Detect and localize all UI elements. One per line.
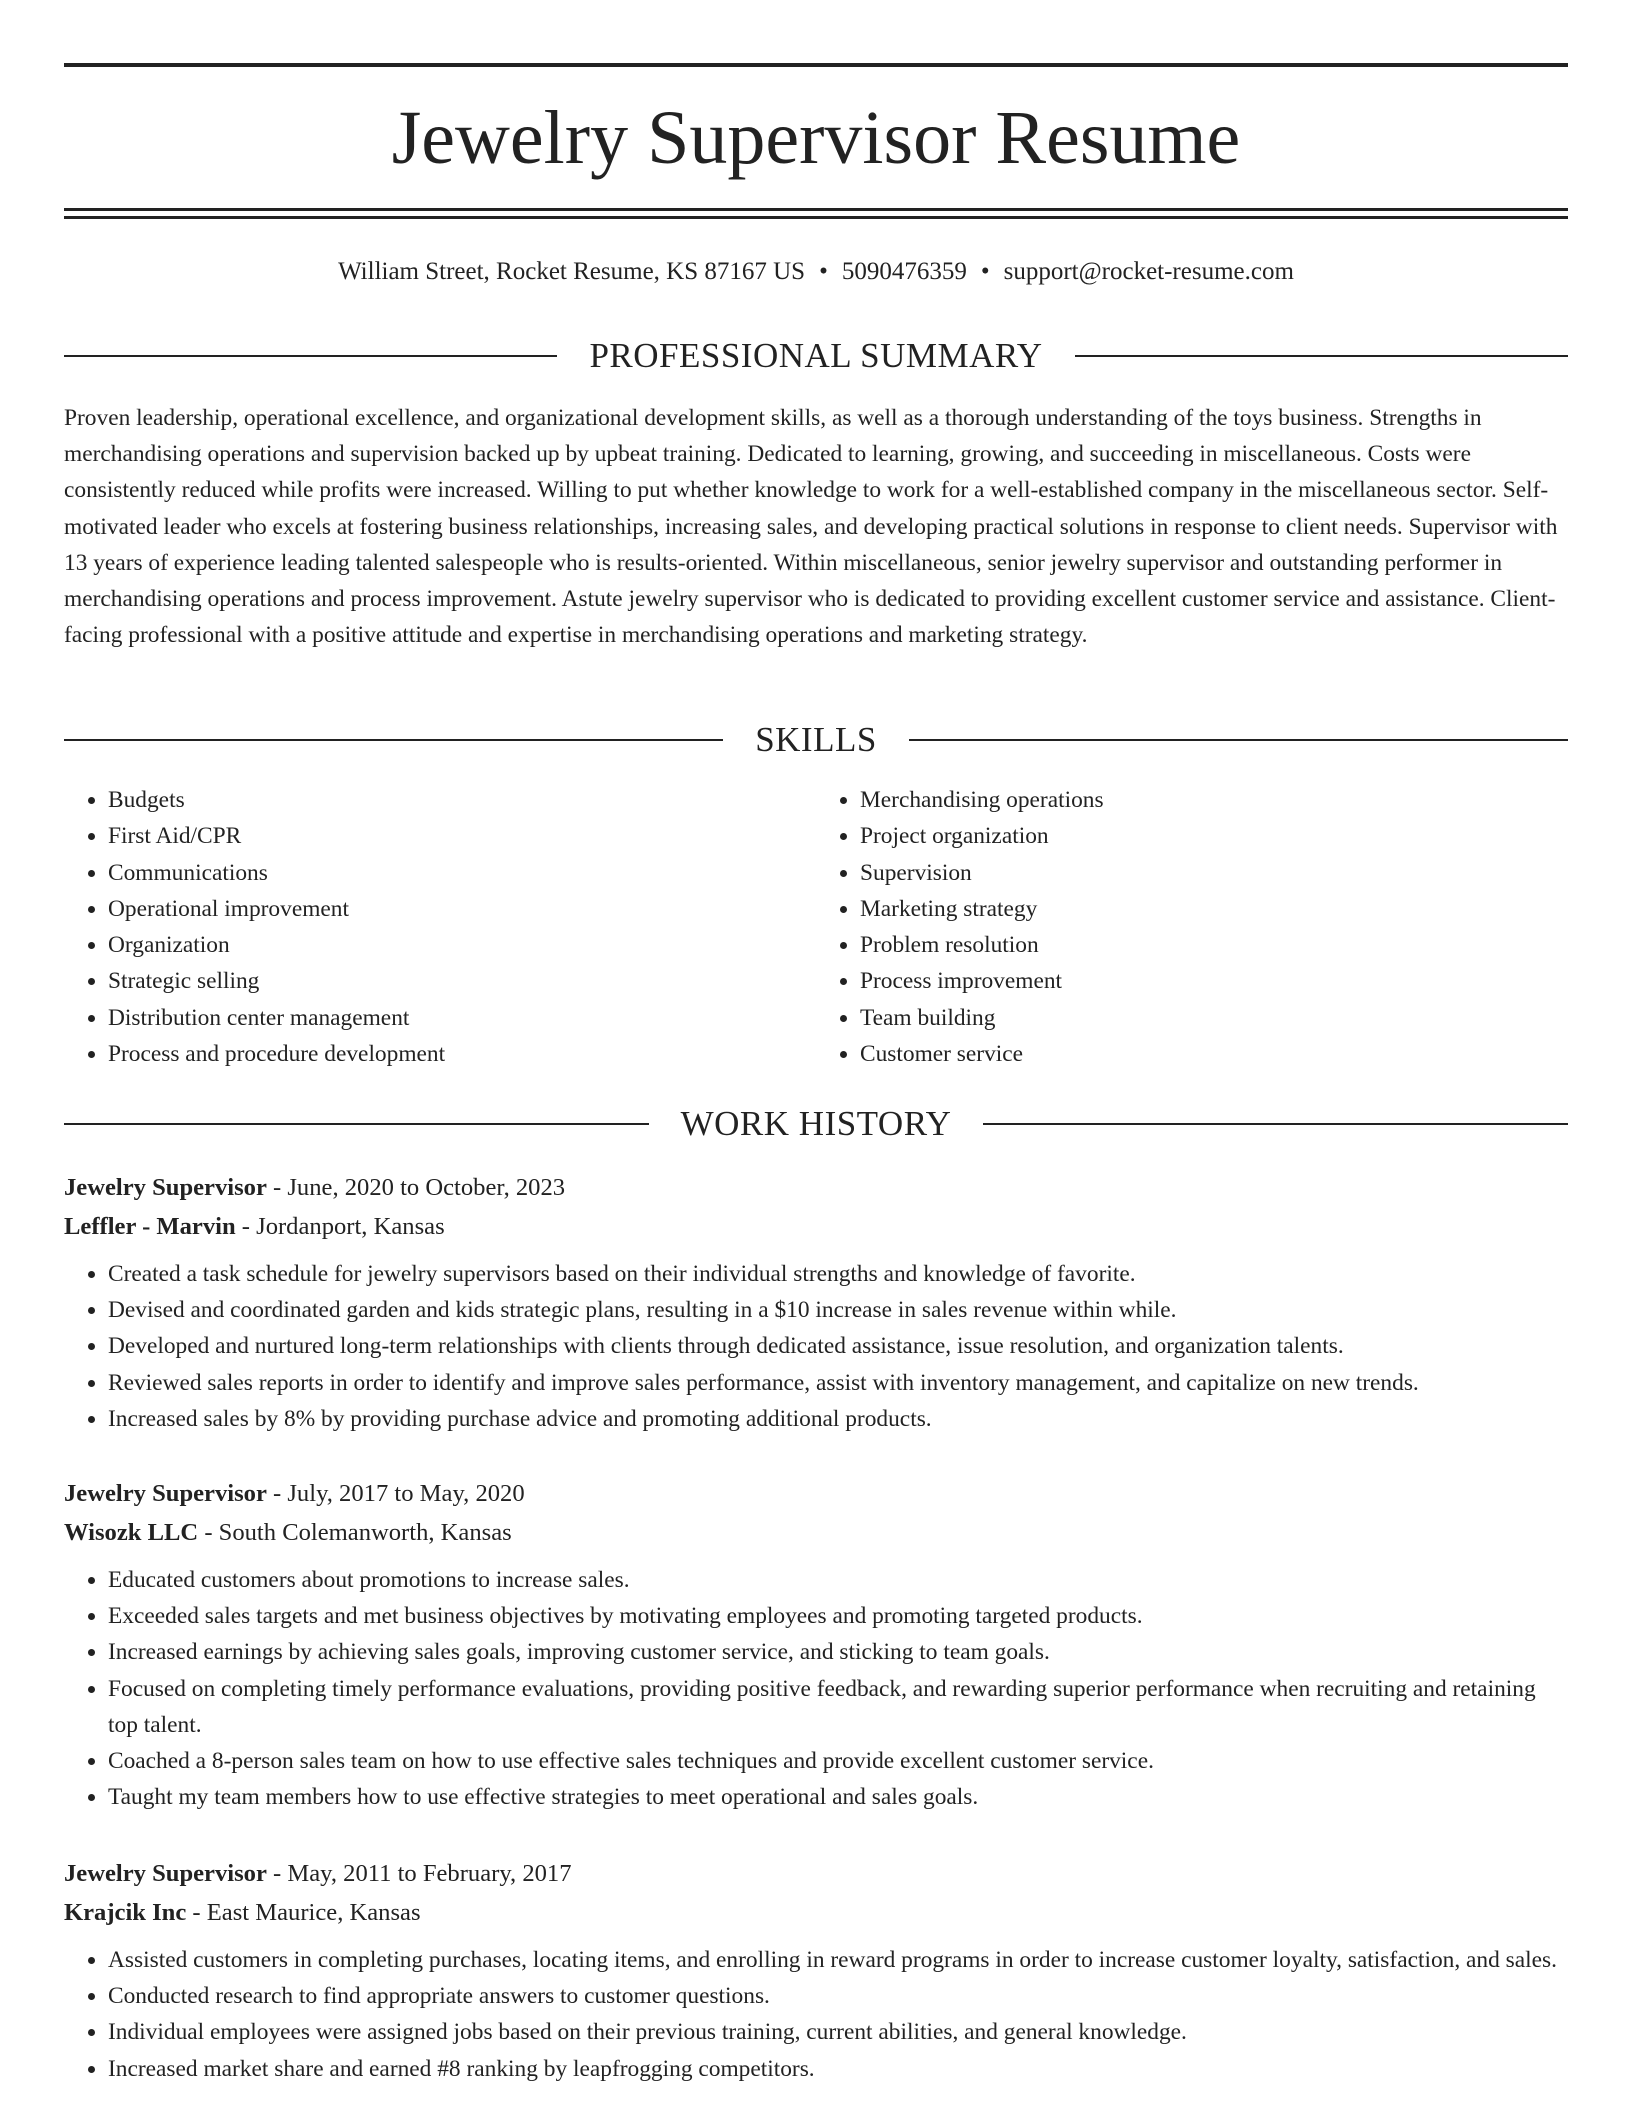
job-location: - Jordanport, Kansas (235, 1213, 445, 1240)
job-company-line (64, 1513, 1568, 1552)
summary-text: Proven leadership, operational excellence, and organizational development skills, as well as a thorough understanding of the toys business. Strengths in merchandising operations and supervision backed up by upbeat training. Dedicated to learning, growing, and succeeding in miscellaneous. Costs were consistently reduced while profits were increased. Willing to put whether knowledge to work for a well-established company in the miscellaneous sector. Self-motivated leader who excels at fostering business relationships, increasing sales, and developing practical solutions in response to client needs. Supervisor with 13 years of experience leading talented salespeople who is results-oriented. Within miscellaneous, senior jewelry supervisor and outstanding performer in merchandising operations and process improvement. Astute jewelry supervisor who is dedicated to providing excellent customer service and assistance. Client-facing professional with a positive attitude and expertise in merchandising operations and marketing strategy. (64, 405, 1558, 649)
job-company-line (64, 1207, 1568, 1246)
list-item: • Communications (108, 855, 816, 891)
work-section-header (64, 1102, 1568, 1146)
summary-section-header (64, 334, 1568, 378)
list-item: • Reviewed sales reports in order to identify and improve sales performance, assist with inventory management, and capitalize on new trends. (108, 1365, 1568, 1401)
job-entry (64, 1168, 1568, 1437)
list-item: • Educated customers about promotions to increase sales. (108, 1562, 1568, 1598)
job-dates: - June, 2020 to October, 2023 (266, 1174, 566, 1201)
section-rule-right (1075, 355, 1568, 357)
list-item: • Merchandising operations (860, 782, 1568, 818)
job-entry (64, 1854, 1568, 2087)
list-item: • Individual employees were assigned jobs based on their previous training, current abilities, and general knowledge. (108, 2014, 1568, 2050)
job-title-line (64, 1168, 1568, 1207)
job-title: Jewelry Supervisor (64, 1174, 267, 1201)
contact-phone: 5090476359 (841, 258, 967, 285)
title-rule-lower (64, 216, 1568, 219)
list-item: • Increased earnings by achieving sales goals, improving customer service, and sticking to team goals. (108, 1634, 1568, 1670)
list-item: • Focused on completing timely performance evaluations, providing positive feedback, and rewarding superior performance when recruiting and retaining top talent. (108, 1671, 1568, 1743)
job-company: Wisozk LLC (64, 1519, 199, 1546)
list-item: • Strategic selling (108, 963, 816, 999)
list-item: • Assisted customers in completing purchases, locating items, and enrolling in reward programs in order to increase customer loyalty, satisfaction, and sales. (108, 1942, 1568, 1978)
list-item: • Devised and coordinated garden and kids strategic plans, resulting in a $10 increase in sales revenue within while. (108, 1292, 1568, 1328)
work-heading: WORK HISTORY (680, 1104, 952, 1143)
job-bullets (64, 1942, 1568, 2087)
list-item: • Taught my team members how to use effective strategies to meet operational and sales goals. (108, 1779, 1568, 1815)
skills-section-header (64, 718, 1568, 762)
contact-address: William Street, Rocket Resume, KS 87167 US (338, 258, 806, 285)
job-location: - East Maurice, Kansas (186, 1899, 421, 1926)
job-dates: - July, 2017 to May, 2020 (266, 1480, 525, 1507)
job-bullets (64, 1562, 1568, 1815)
list-item: • Conducted research to find appropriate answers to customer questions. (108, 1978, 1568, 2014)
list-item: • Supervision (860, 855, 1568, 891)
summary-heading: PROFESSIONAL SUMMARY (589, 336, 1043, 375)
contact-separator: • (819, 258, 828, 285)
list-item: • Exceeded sales targets and met business objectives by motivating employees and promoting targeted products. (108, 1598, 1568, 1634)
section-rule-left (64, 355, 557, 357)
job-title: Jewelry Supervisor (64, 1480, 267, 1507)
list-item: • Process improvement (860, 963, 1568, 999)
skills-column-left (64, 782, 816, 1072)
list-item: • Increased sales by 8% by providing purchase advice and promoting additional products. (108, 1401, 1568, 1437)
job-company: Krajcik Inc (64, 1899, 187, 1926)
skills-column-right (816, 782, 1568, 1072)
contact-line (64, 252, 1568, 292)
list-item: • Distribution center management (108, 1000, 816, 1036)
job-dates: - May, 2011 to February, 2017 (266, 1860, 572, 1887)
section-rule-right (983, 1123, 1568, 1125)
top-rule (64, 63, 1568, 67)
list-item: • First Aid/CPR (108, 818, 816, 854)
list-item: • Process and procedure development (108, 1036, 816, 1072)
list-item: • Problem resolution (860, 927, 1568, 963)
list-item: • Developed and nurtured long-term relationships with clients through dedicated assistance, issue resolution, and organization talents. (108, 1328, 1568, 1364)
contact-email: support@rocket-resume.com (1003, 258, 1294, 285)
list-item: • Project organization (860, 818, 1568, 854)
section-rule-right (909, 739, 1568, 741)
job-company: Leffler - Marvin (64, 1213, 236, 1240)
skills-heading: SKILLS (755, 720, 877, 759)
list-item: • Marketing strategy (860, 891, 1568, 927)
list-item: • Organization (108, 927, 816, 963)
list-item: • Team building (860, 1000, 1568, 1036)
job-company-line (64, 1893, 1568, 1932)
list-item: • Created a task schedule for jewelry supervisors based on their individual strengths and knowledge of favorite. (108, 1256, 1568, 1292)
page-title: Jewelry Supervisor Resume (391, 96, 1241, 180)
list-item: • Operational improvement (108, 891, 816, 927)
section-rule-left (64, 1123, 649, 1125)
job-bullets (64, 1256, 1568, 1437)
section-rule-left (64, 739, 723, 741)
job-title-line (64, 1854, 1568, 1893)
list-item: • Increased market share and earned #8 ranking by leapfrogging competitors. (108, 2051, 1568, 2087)
list-item: • Customer service (860, 1036, 1568, 1072)
skills-list (64, 782, 1568, 1072)
list-item: • Coached a 8-person sales team on how to use effective sales techniques and provide excellent customer service. (108, 1743, 1568, 1779)
job-entry (64, 1474, 1568, 1815)
contact-separator: • (980, 258, 990, 285)
list-item: • Budgets (108, 782, 816, 818)
job-title: Jewelry Supervisor (64, 1860, 267, 1887)
title-rule-upper (64, 208, 1568, 211)
job-title-line (64, 1474, 1568, 1513)
job-location: - South Colemanworth, Kansas (198, 1519, 512, 1546)
